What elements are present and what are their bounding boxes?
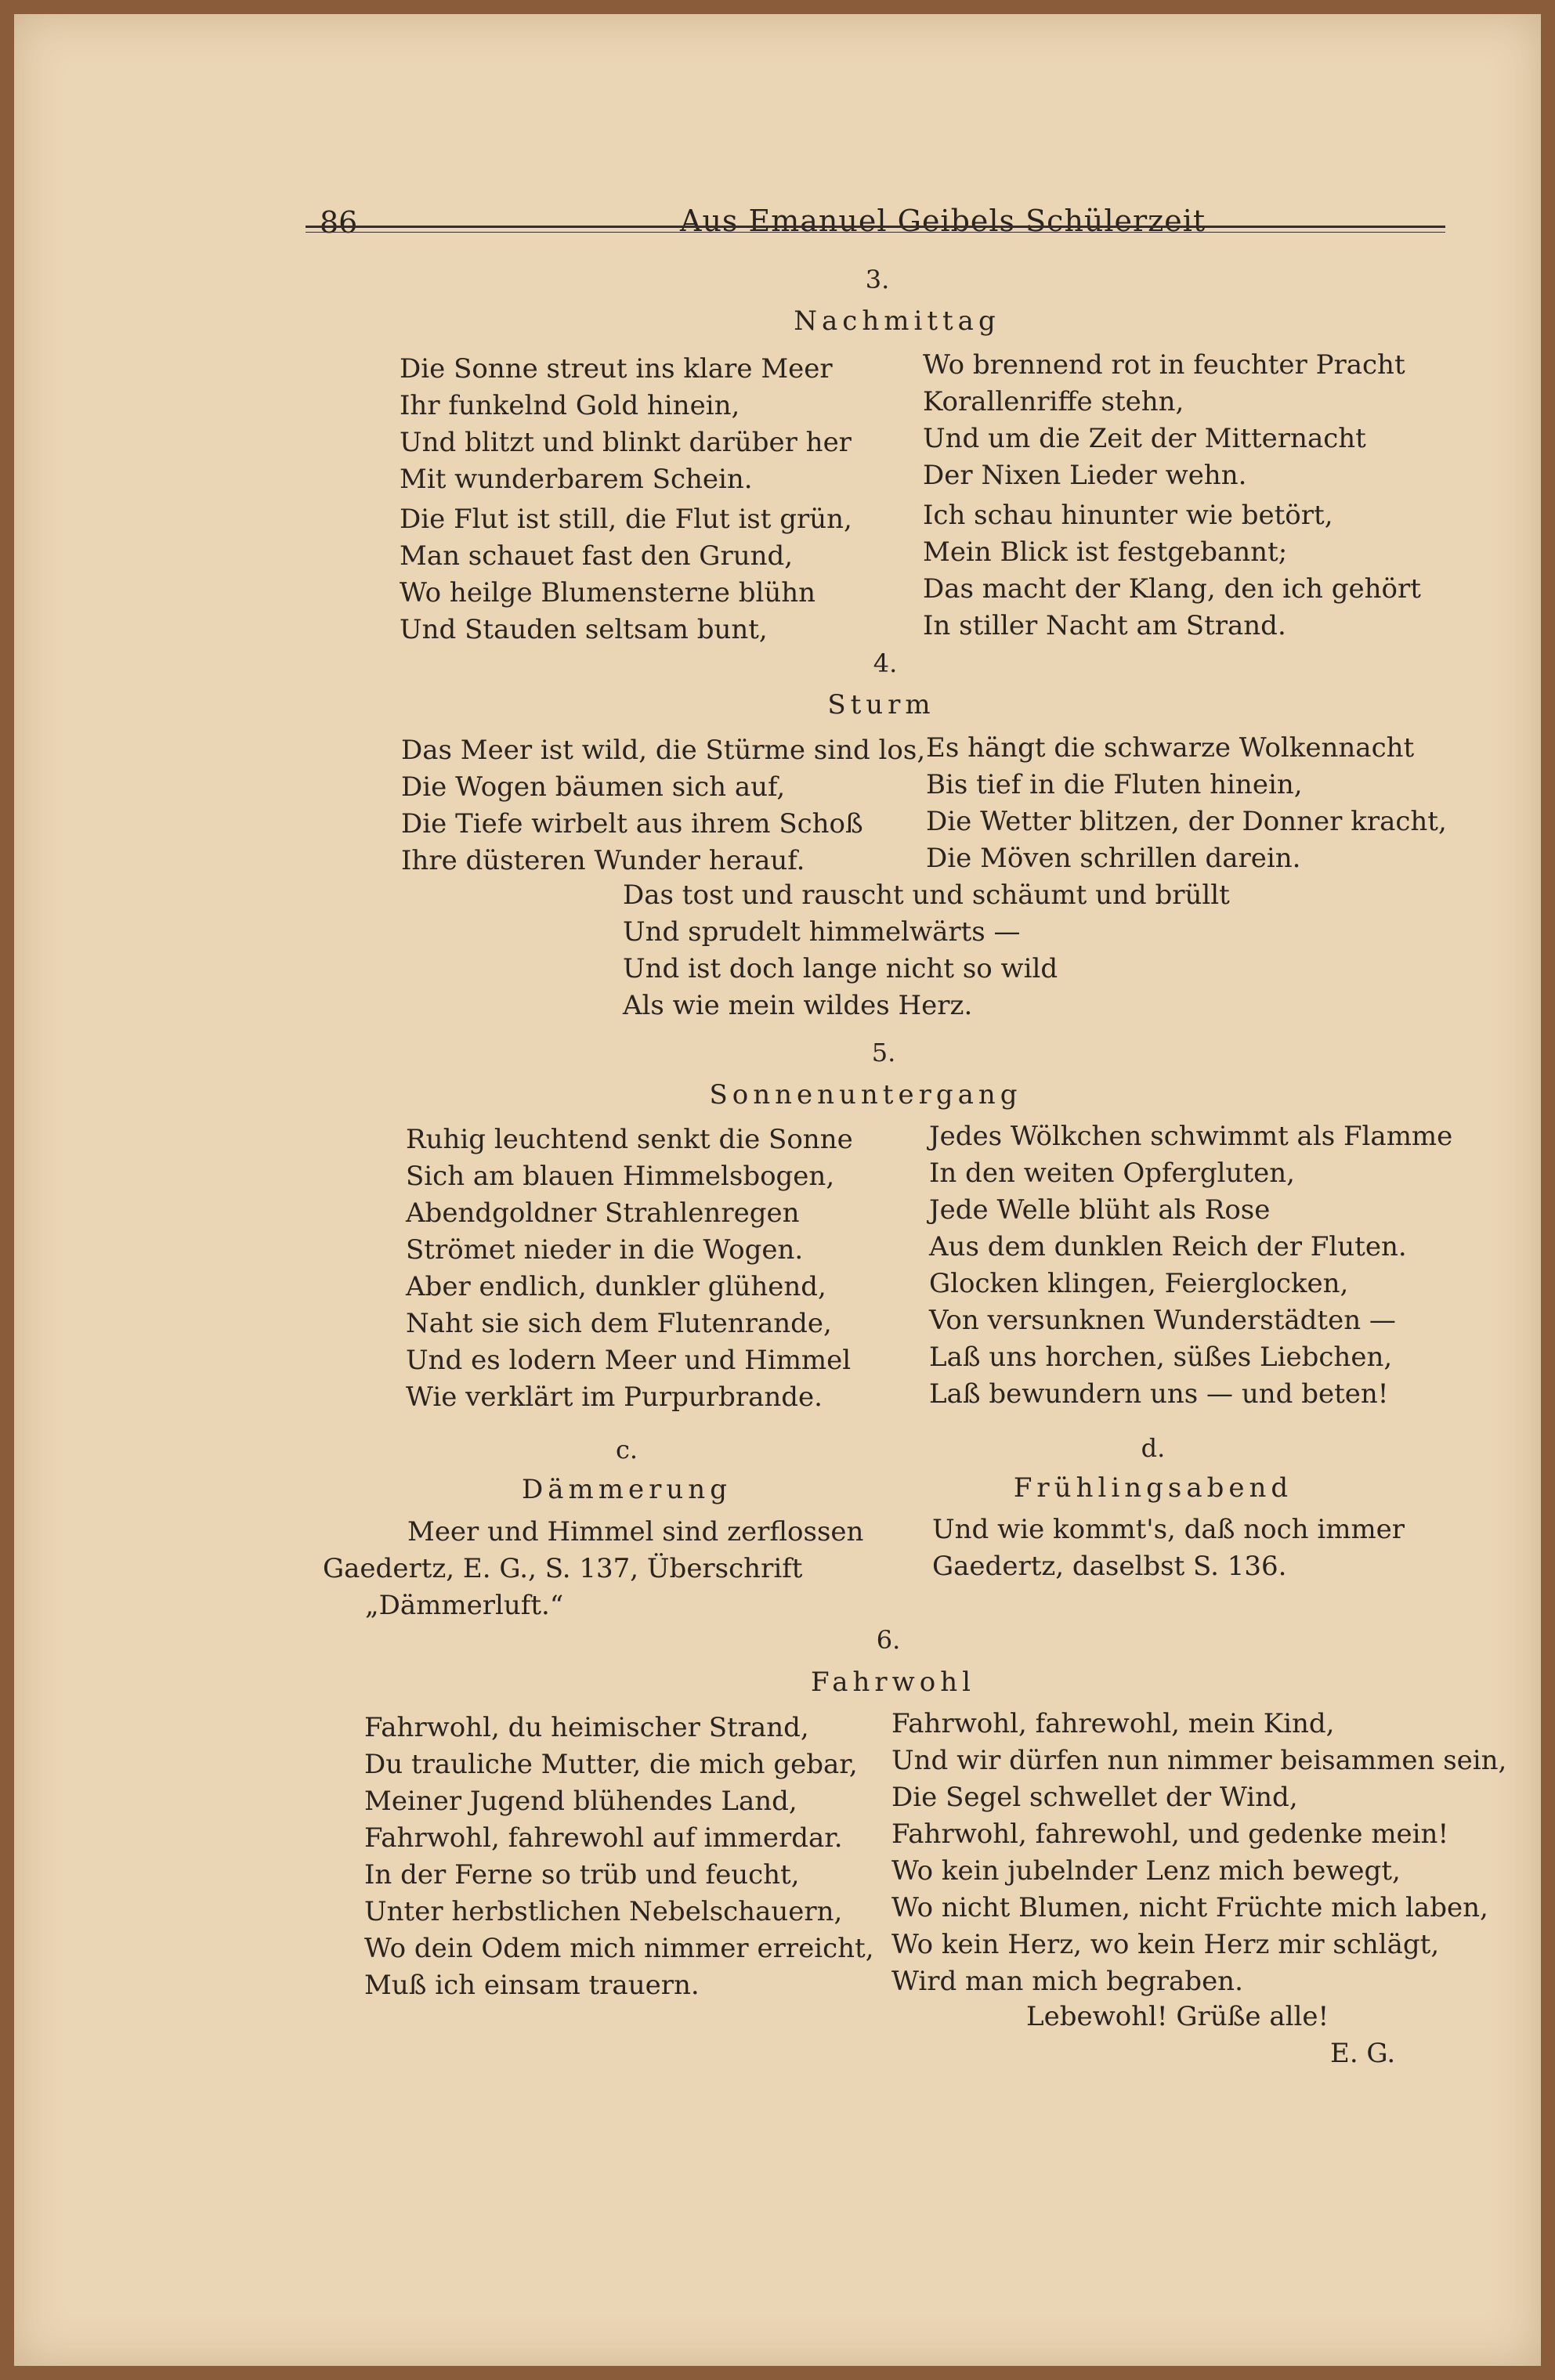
stanza-right	[929, 1266, 1396, 1413]
poem-number: 6.	[876, 1625, 901, 1655]
poem-title: Fahrwohl	[810, 1667, 976, 1698]
verse-line: Wo kein jubelnder Lenz mich bewegt,	[891, 1855, 1401, 1887]
verse-line: Das macht der Klang, den ich gehört	[923, 573, 1421, 605]
verse-line: Das Meer ist wild, die Stürme sind los,	[401, 735, 926, 766]
header-rule-thin	[306, 232, 1445, 233]
verse-line: Fahrwohl, fahrewohl auf immerdar.	[364, 1822, 843, 1854]
poem-title: Dämmerung	[522, 1474, 732, 1505]
verse-line: Korallenriffe stehn,	[923, 386, 1184, 417]
verse-line: Und um die Zeit der Mitternacht	[923, 423, 1366, 454]
verse-line: Naht sie sich dem Flutenrande,	[406, 1308, 832, 1339]
verse-line: Von versunknen Wunderstädten —	[929, 1305, 1396, 1336]
header-rule	[306, 226, 1445, 228]
verse-line: Fahrwohl, fahrewohl, mein Kind,	[891, 1708, 1335, 1739]
verse-line: Die Wetter blitzen, der Donner kracht,	[926, 806, 1447, 837]
verse-line: Muß ich einsam trauern.	[364, 1970, 700, 2001]
first-line-reference: Und wie kommt's, daß noch immer	[932, 1514, 1405, 1545]
verse-line: Und ist doch lange nicht so wild	[623, 953, 1058, 984]
stanza-right	[926, 730, 1447, 877]
poem-title: Sonnenuntergang	[709, 1079, 1022, 1111]
verse-line: Mein Blick ist festgebannt;	[923, 536, 1288, 568]
verse-line: In den weiten Opfergluten,	[929, 1157, 1295, 1189]
poem-number: 3.	[865, 265, 890, 294]
page-header	[320, 200, 1459, 247]
stanza-left	[401, 732, 925, 879]
poem-title: Frühlingsabend	[1013, 1472, 1293, 1504]
verse-line: Ich schau hinunter wie betört,	[923, 500, 1333, 531]
verse-line: Strömet nieder in die Wogen.	[406, 1234, 804, 1266]
stanza-right	[923, 347, 1405, 494]
page-number: 86	[320, 205, 358, 240]
stanza-left	[406, 1121, 853, 1269]
verse-line: In stiller Nacht am Strand.	[923, 610, 1286, 641]
verse-line: Die Wogen bäumen sich auf,	[401, 771, 786, 803]
verse-line: Fahrwohl, du heimischer Strand,	[364, 1712, 809, 1743]
verse-line: Und es lodern Meer und Himmel	[406, 1345, 852, 1376]
verse-line: Es hängt die schwarze Wolkennacht	[926, 732, 1415, 764]
poem-letter: c.	[615, 1435, 638, 1464]
verse-line: Als wie mein wildes Herz.	[623, 990, 973, 1021]
verse-line: Mit wunderbarem Schein.	[400, 464, 753, 495]
stanza-right	[929, 1118, 1452, 1266]
verse-line: Wo nicht Blumen, nicht Früchte mich laben,	[891, 1892, 1488, 1923]
stanza-right	[891, 1706, 1506, 2000]
stanza-right	[923, 497, 1421, 645]
verse-line: In der Ferne so trüb und feucht,	[364, 1859, 800, 1891]
verse-line: Wo kein Herz, wo kein Herz mir schlägt,	[891, 1929, 1440, 1960]
verse-line: Wo dein Odem mich nimmer erreicht,	[364, 1933, 874, 1964]
verse-line: Unter herbstlichen Nebelschauern,	[364, 1896, 843, 1927]
signature: E. G.	[1330, 2038, 1396, 2069]
verse-line: Glocken klingen, Feierglocken,	[929, 1268, 1349, 1299]
source-citation: Gaedertz, daselbst S. 136.	[932, 1551, 1287, 1582]
stanza-left	[400, 351, 852, 498]
closing-line: Lebewohl! Grüße alle!	[1026, 2001, 1329, 2032]
verse-line: Laß bewundern uns — und beten!	[929, 1378, 1389, 1410]
verse-line: Ruhig leuchtend senkt die Sonne	[406, 1124, 853, 1155]
verse-line: Wie verklärt im Purpurbrande.	[406, 1381, 823, 1413]
source-citation: Gaedertz, E. G., S. 137, Überschrift	[323, 1553, 803, 1584]
verse-line: Du trauliche Mutter, die mich gebar,	[364, 1749, 858, 1780]
verse-line: Das tost und rauscht und schäumt und brüllt	[623, 879, 1230, 911]
verse-line: Aber endlich, dunkler glühend,	[406, 1271, 826, 1302]
verse-line: Ihre düsteren Wunder herauf.	[401, 845, 805, 876]
verse-line: Die Möven schrillen darein.	[926, 843, 1301, 874]
verse-line: Der Nixen Lieder wehn.	[923, 460, 1247, 491]
verse-line: Abendgoldner Strahlenregen	[406, 1197, 800, 1229]
verse-line: Die Tiefe wirbelt aus ihrem Schoß	[401, 808, 863, 840]
verse-line: Die Flut ist still, die Flut ist grün,	[400, 504, 852, 535]
verse-line: Ihr funkelnd Gold hinein,	[400, 390, 740, 421]
verse-line: Man schauet fast den Grund,	[400, 540, 794, 572]
verse-line: Und wir dürfen nun nimmer beisammen sein,	[891, 1745, 1507, 1776]
verse-line: Jede Welle blüht als Rose	[929, 1194, 1271, 1226]
verse-line: Die Segel schwellet der Wind,	[891, 1782, 1298, 1813]
verse-line: Wo brennend rot in feuchter Pracht	[923, 349, 1405, 381]
verse-line: Meiner Jugend blühendes Land,	[364, 1786, 797, 1817]
stanza-left	[400, 501, 852, 648]
poem-number: 5.	[871, 1038, 896, 1067]
verse-line: Und Stauden seltsam bunt,	[400, 614, 768, 645]
verse-line: Aus dem dunklen Reich der Fluten.	[929, 1231, 1407, 1262]
stanza-left	[406, 1269, 851, 1416]
poem-title: Nachmittag	[794, 305, 1000, 337]
verse-line: Wo heilge Blumensterne blühn	[400, 577, 816, 609]
verse-line: Laß uns horchen, süßes Liebchen,	[929, 1342, 1393, 1373]
verse-line: Jedes Wölkchen schwimmt als Flamme	[929, 1121, 1453, 1152]
verse-line: Bis tief in die Fluten hinein,	[926, 769, 1303, 800]
poem-letter: d.	[1141, 1433, 1166, 1463]
verse-line: Wird man mich begraben.	[891, 1966, 1243, 1997]
running-title: Aus Emanuel Geibels Schülerzeit	[680, 204, 1206, 238]
stanza-center	[623, 877, 1230, 1024]
verse-line: Und blitzt und blinkt darüber her	[400, 427, 852, 458]
verse-line: Die Sonne streut ins klare Meer	[400, 353, 833, 385]
verse-line: Fahrwohl, fahrewohl, und gedenke mein!	[891, 1818, 1449, 1850]
stanza-left	[364, 1710, 874, 2004]
source-citation: „Dämmerluft.“	[365, 1590, 564, 1621]
first-line-reference: Meer und Himmel sind zerflossen	[407, 1516, 864, 1548]
verse-line: Und sprudelt himmelwärts —	[623, 916, 1021, 948]
poem-number: 4.	[873, 648, 898, 678]
poem-title: Sturm	[827, 689, 935, 721]
verse-line: Sich am blauen Himmelsbogen,	[406, 1161, 835, 1192]
